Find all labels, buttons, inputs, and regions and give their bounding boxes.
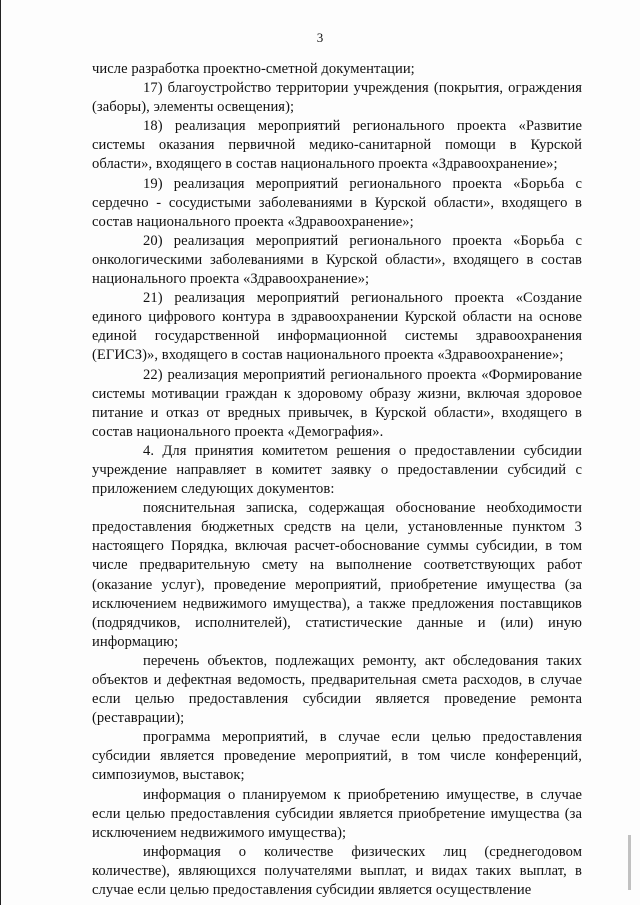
paragraph-payments-info: информация о количестве физических лиц (среднегодовом количестве), являющихся получателями выплат, и видах таких выплат, в случае если целью предоставления субсидии является осуществление xyxy=(92,843,582,899)
paragraph-item-17: 17) благоустройство территории учреждения (покрытия, ограждения (заборы), элементы освещения); xyxy=(92,80,582,116)
paragraph-item-19: 19) реализация мероприятий регионального проекта «Борьба с сердечно - сосудистыми заболеваниями в Курской области», входящего в состав национального проекта «Здравоохранение»; xyxy=(92,175,582,230)
document-body xyxy=(92,60,582,900)
paragraph-events-program: программа мероприятий, в случае если целью предоставления субсидии является проведение мероприятий, в том числе конференций, симпозиумов, выставок; xyxy=(92,729,582,784)
page-number: 3 xyxy=(316,30,324,45)
paragraph-item-21: 21) реализация мероприятий регионального проекта «Создание единого цифрового контура в здравоохранении Курской области на основе единой государственной информационной системы здравоохранения (ЕГИСЗ)», входящего в состав национального проекта «Здравоохранение»; xyxy=(92,290,582,364)
scan-artifact xyxy=(628,835,631,890)
paragraph-continuation: числе разработка проектно-сметной документации; xyxy=(92,61,415,77)
paragraph-item-18: 18) реализация мероприятий регионального проекта «Развитие системы оказания первичной медико-санитарной помощи в Курской области», входящего в состав национального проекта «Здравоохранение»; xyxy=(92,118,582,173)
paragraph-item-20: 20) реализация мероприятий регионального проекта «Борьба с онкологическими заболеваниями в Курской области», входящего в состав национального проекта «Здравоохранение»; xyxy=(92,232,582,288)
paragraph-property-info: информация о планируемом к приобретению имуществе, в случае если целью предоставления субсидии является приобретение имущества (за исключением недвижимого имущества); xyxy=(92,786,582,841)
paragraph-repair-objects: перечень объектов, подлежащих ремонту, акт обследования таких объектов и дефектная ведомость, предварительная смета расходов, в случае если целью предоставления субсидии является проведение ремонта (реставрации); xyxy=(92,652,582,727)
scan-edge-line xyxy=(0,0,1,905)
paragraph-item-22: 22) реализация мероприятий регионального проекта «Формирование системы мотивации граждан к здоровому образу жизни, включая здоровое питание и отказ от вредных привычек, в Курской области», входящего в состав национального проекта «Демография». xyxy=(92,366,582,440)
paragraph-explanatory-note: пояснительная записка, содержащая обоснование необходимости предоставления бюджетных средств на цели, установленные пунктом 3 настоящего Порядка, включая расчет-обоснование суммы субсидии, в том числе предварительную смету на выполнение соответствующих работ (оказание услуг), проведение мероприятий, приобретение имущества (за исключением недвижимого имущества), а также предложения поставщиков (подрядчиков, исполнителей), статистические данные и (или) иную информацию; xyxy=(92,500,582,650)
paragraph-section-4: 4. Для принятия комитетом решения о предоставлении субсидии учреждение направляет в комитет заявку о предоставлении субсидий с приложением следующих документов: xyxy=(92,442,582,498)
